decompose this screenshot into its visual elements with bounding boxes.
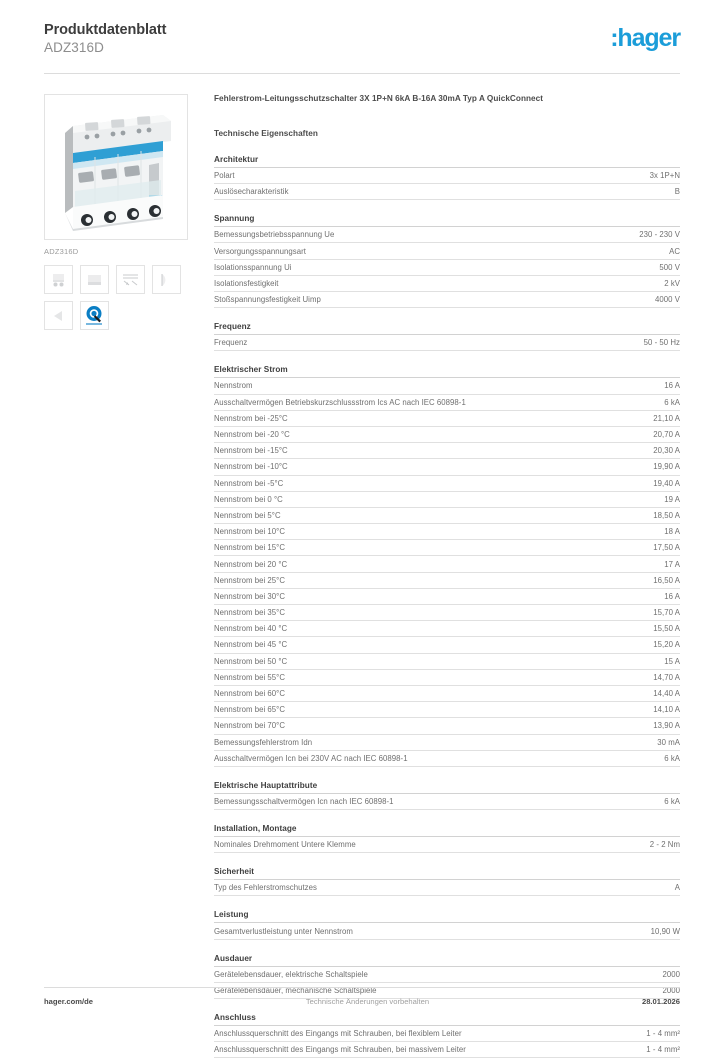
spec-label: Bemessungsfehlerstrom Idn bbox=[214, 737, 313, 747]
spec-label: Ausschaltvermögen Betriebskurzschlussstrom Ics AC nach IEC 60898-1 bbox=[214, 397, 466, 407]
spec-label: Nominales Drehmoment Untere Klemme bbox=[214, 840, 356, 850]
quickconnect-logo-icon[interactable] bbox=[80, 301, 109, 330]
spec-value: 10,90 W bbox=[650, 926, 680, 936]
spec-label: Nennstrom bei 15°C bbox=[214, 543, 286, 553]
spec-label: Nennstrom bei 55°C bbox=[214, 672, 286, 682]
spec-row bbox=[214, 967, 680, 983]
spec-row bbox=[214, 670, 680, 686]
header-titles bbox=[44, 22, 166, 56]
technical-properties-heading: Technische Eigenschaften bbox=[214, 128, 318, 138]
spec-row bbox=[214, 654, 680, 670]
page-title: Produktdatenblatt bbox=[44, 22, 167, 38]
spec-value: 18,50 A bbox=[653, 510, 680, 520]
spec-value: 17,50 A bbox=[653, 543, 680, 553]
spec-section-title: Sicherheit bbox=[214, 867, 680, 880]
spec-row bbox=[214, 880, 680, 896]
spec-value: 18 A bbox=[664, 527, 680, 537]
dimension-drawing-icon[interactable] bbox=[116, 265, 145, 294]
spec-label: Bemessungsschaltvermögen Icn nach IEC 60898-1 bbox=[214, 796, 394, 806]
spec-value: 2000 bbox=[662, 969, 680, 979]
spec-row bbox=[214, 735, 680, 751]
spec-value: 20,70 A bbox=[653, 430, 680, 440]
spec-label: Nennstrom bei 45 °C bbox=[214, 640, 288, 650]
circuit-breaker-illustration bbox=[45, 95, 187, 239]
hager-logo: :hager bbox=[610, 24, 680, 52]
wiring-diagram-icon[interactable] bbox=[152, 265, 181, 294]
spec-row bbox=[214, 589, 680, 605]
spec-label: Nennstrom bei 0 °C bbox=[214, 494, 283, 504]
spec-section-title: Elektrischer Strom bbox=[214, 365, 680, 378]
spec-label: Isolationsspannung Ui bbox=[214, 262, 292, 272]
spec-value: 15,20 A bbox=[653, 640, 680, 650]
spec-value: 17 A bbox=[664, 559, 680, 569]
spec-row bbox=[214, 621, 680, 637]
spec-row bbox=[214, 427, 680, 443]
spec-value: 16,50 A bbox=[653, 575, 680, 585]
spec-label: Nennstrom bei 35°C bbox=[214, 608, 286, 618]
spec-label: Nennstrom bei -20 °C bbox=[214, 430, 290, 440]
spec-label: Nennstrom bei 65°C bbox=[214, 705, 286, 715]
spec-label: Gesamtverlustleistung unter Nennstrom bbox=[214, 926, 353, 936]
spec-row bbox=[214, 335, 680, 351]
spec-label: Nennstrom bei 70°C bbox=[214, 721, 286, 731]
spec-row bbox=[214, 168, 680, 184]
spec-value: 19 A bbox=[664, 494, 680, 504]
spec-row bbox=[214, 443, 680, 459]
footer-website-link[interactable]: hager.com/de bbox=[44, 997, 93, 1006]
spec-row bbox=[214, 637, 680, 653]
spec-value: A bbox=[674, 883, 680, 893]
spec-section-list bbox=[214, 155, 680, 1058]
spec-row bbox=[214, 837, 680, 853]
footer-divider bbox=[44, 987, 680, 988]
spec-row bbox=[214, 1026, 680, 1042]
product-side-view-icon[interactable] bbox=[80, 265, 109, 294]
spec-row bbox=[214, 184, 680, 200]
spec-value: 16 A bbox=[664, 591, 680, 601]
footer-date: 28.01.2026 bbox=[641, 997, 680, 1006]
spec-row bbox=[214, 702, 680, 718]
spec-label: Nennstrom bei -15°C bbox=[214, 446, 288, 456]
spec-value: 6 kA bbox=[664, 796, 680, 806]
spec-label: Nennstrom bei -5°C bbox=[214, 478, 284, 488]
spec-label: Nennstrom bei 60°C bbox=[214, 689, 286, 699]
spec-row bbox=[214, 492, 680, 508]
spec-value: 13,90 A bbox=[653, 721, 680, 731]
spec-label: Typ des Fehlerstromschutzes bbox=[214, 883, 317, 893]
specifications-column bbox=[214, 94, 680, 1058]
page-header bbox=[44, 0, 680, 56]
spec-label: Polart bbox=[214, 170, 235, 180]
curve-diagram-icon[interactable] bbox=[44, 301, 73, 330]
spec-label: Nennstrom bei 25°C bbox=[214, 575, 286, 585]
spec-section-title: Ausdauer bbox=[214, 954, 680, 967]
spec-section-title: Installation, Montage bbox=[214, 824, 680, 837]
spec-value: 15 A bbox=[664, 656, 680, 666]
spec-label: Anschlussquerschnitt des Eingangs mit Schrauben, bei flexiblem Leiter bbox=[214, 1029, 462, 1039]
spec-row bbox=[214, 751, 680, 767]
product-description: Fehlerstrom-Leitungsschutzschalter 3X 1P+N 6kA B-16A 30mA Typ A QuickConnect bbox=[214, 94, 544, 104]
spec-label: Nennstrom bei 10°C bbox=[214, 527, 286, 537]
spec-value: 6 kA bbox=[664, 397, 680, 407]
spec-section bbox=[214, 322, 680, 351]
spec-value: 14,10 A bbox=[653, 705, 680, 715]
spec-row bbox=[214, 411, 680, 427]
spec-value: 30 mA bbox=[657, 737, 680, 747]
spec-value: 2 kV bbox=[664, 278, 680, 288]
spec-value: 3x 1P+N bbox=[649, 170, 680, 180]
spec-row bbox=[214, 686, 680, 702]
spec-value: 50 - 50 Hz bbox=[643, 338, 680, 348]
spec-value: 4000 V bbox=[655, 295, 680, 305]
spec-row bbox=[214, 260, 680, 276]
spec-value: 15,70 A bbox=[653, 608, 680, 618]
spec-row bbox=[214, 923, 680, 939]
spec-row bbox=[214, 378, 680, 394]
spec-value: AC bbox=[669, 246, 680, 256]
spec-value: B bbox=[674, 187, 680, 197]
spec-section bbox=[214, 867, 680, 896]
spec-row bbox=[214, 459, 680, 475]
spec-label: Frequenz bbox=[214, 338, 248, 348]
spec-row bbox=[214, 556, 680, 572]
spec-label: Isolationsfestigkeit bbox=[214, 278, 279, 288]
spec-value: 14,70 A bbox=[653, 672, 680, 682]
spec-value: 16 A bbox=[664, 381, 680, 391]
product-media-column bbox=[44, 94, 190, 330]
spec-section-title: Elektrische Hauptattribute bbox=[214, 781, 680, 794]
spec-row bbox=[214, 292, 680, 308]
spec-value: 19,90 A bbox=[653, 462, 680, 472]
spec-label: Bemessungsbetriebsspannung Ue bbox=[214, 230, 335, 240]
spec-label: Nennstrom bei -10°C bbox=[214, 462, 288, 472]
spec-label: Nennstrom bei 5°C bbox=[214, 510, 281, 520]
spec-value: 2 - 2 Nm bbox=[649, 840, 680, 850]
spec-section bbox=[214, 1013, 680, 1058]
spec-section bbox=[214, 910, 680, 939]
spec-row bbox=[214, 508, 680, 524]
spec-section-title: Leistung bbox=[214, 910, 680, 923]
svg-text:A: A bbox=[126, 280, 129, 286]
spec-row bbox=[214, 540, 680, 556]
spec-value: 6 kA bbox=[664, 753, 680, 763]
spec-value: 1 - 4 mm² bbox=[646, 1045, 680, 1055]
spec-row bbox=[214, 476, 680, 492]
footer-disclaimer: Technische Änderungen vorbehalten bbox=[305, 997, 430, 1006]
spec-value: 230 - 230 V bbox=[639, 230, 680, 240]
spec-section bbox=[214, 214, 680, 308]
spec-label: Nennstrom bbox=[214, 381, 253, 391]
spec-row bbox=[214, 1042, 680, 1058]
product-reference: ADZ316D bbox=[44, 40, 104, 56]
spec-label: Nennstrom bei 50 °C bbox=[214, 656, 288, 666]
spec-label: Nennstrom bei -25°C bbox=[214, 413, 288, 423]
spec-label: Gerätelebensdauer, mechanische Schaltspiele bbox=[214, 985, 377, 995]
spec-row bbox=[214, 227, 680, 243]
spec-value: 1 - 4 mm² bbox=[646, 1029, 680, 1039]
spec-section-title: Frequenz bbox=[214, 322, 680, 335]
spec-label: Nennstrom bei 40 °C bbox=[214, 624, 288, 634]
spec-section bbox=[214, 781, 680, 810]
spec-row bbox=[214, 794, 680, 810]
spec-row bbox=[214, 605, 680, 621]
spec-label: Auslösecharakteristik bbox=[214, 187, 289, 197]
page-content bbox=[44, 94, 680, 1058]
spec-section-title: Anschluss bbox=[214, 1013, 680, 1026]
spec-section bbox=[214, 365, 680, 767]
spec-value: 2000 bbox=[662, 985, 680, 995]
spec-label: Anschlussquerschnitt des Eingangs mit Schrauben, bei massivem Leiter bbox=[214, 1045, 466, 1055]
spec-value: 19,40 A bbox=[653, 478, 680, 488]
spec-row bbox=[214, 524, 680, 540]
spec-value: 21,10 A bbox=[653, 413, 680, 423]
spec-label: Versorgungsspannungsart bbox=[214, 246, 306, 256]
spec-label: Stoßspannungsfestigkeit Uimp bbox=[214, 295, 321, 305]
spec-value: 20,30 A bbox=[653, 446, 680, 456]
thumbnail-gallery bbox=[44, 265, 190, 330]
spec-row bbox=[214, 573, 680, 589]
spec-label: Ausschaltvermögen Icn bei 230V AC nach IEC 60898-1 bbox=[214, 753, 408, 763]
page-footer bbox=[44, 987, 680, 1006]
spec-label: Nennstrom bei 30°C bbox=[214, 591, 286, 601]
spec-value: 500 V bbox=[659, 262, 680, 272]
spec-section-title: Architektur bbox=[214, 155, 680, 168]
spec-label: Nennstrom bei 20 °C bbox=[214, 559, 288, 569]
product-front-view-icon[interactable] bbox=[44, 265, 73, 294]
spec-section bbox=[214, 155, 680, 200]
product-image[interactable] bbox=[44, 94, 188, 240]
spec-row bbox=[214, 718, 680, 734]
spec-section-title: Spannung bbox=[214, 214, 680, 227]
spec-row bbox=[214, 243, 680, 259]
spec-row bbox=[214, 276, 680, 292]
spec-row bbox=[214, 395, 680, 411]
spec-label: Gerätelebensdauer, elektrische Schaltspiele bbox=[214, 969, 368, 979]
spec-section bbox=[214, 824, 680, 853]
spec-value: 15,50 A bbox=[653, 624, 680, 634]
header-divider bbox=[44, 73, 680, 74]
spec-value: 14,40 A bbox=[653, 689, 680, 699]
product-image-caption: ADZ316D bbox=[44, 247, 79, 257]
